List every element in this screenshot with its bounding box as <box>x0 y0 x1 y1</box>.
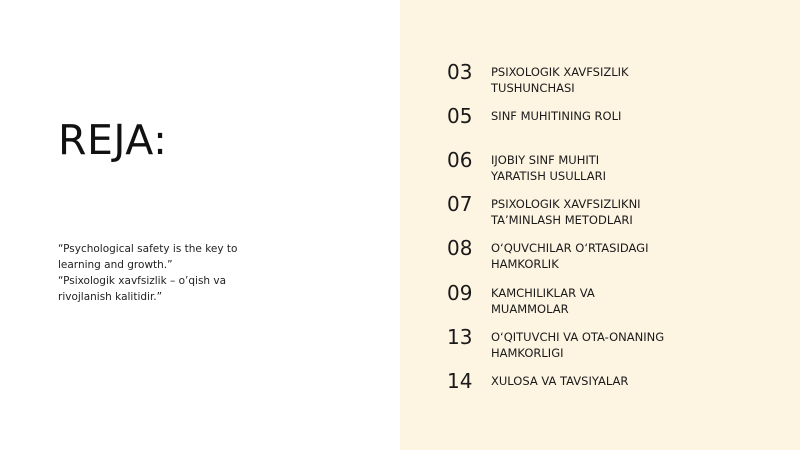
agenda-label <box>491 240 731 272</box>
agenda-page-number: 05 <box>447 104 473 128</box>
agenda-label-line: KAMCHILIKLAR VA <box>491 286 595 300</box>
agenda-label-line: SINF MUHITINING ROLI <box>491 109 622 123</box>
agenda-label <box>491 196 731 228</box>
agenda-label <box>491 152 731 184</box>
agenda-item <box>447 283 747 323</box>
agenda-item <box>447 150 747 190</box>
agenda-label <box>491 285 731 317</box>
quote-english: “Psychological safety is the key to learning and growth.” <box>58 243 238 271</box>
slide-title: REJA: <box>58 116 168 164</box>
agenda-label-line: HAMKORLIGI <box>491 346 564 360</box>
agenda-page-number: 03 <box>447 60 473 84</box>
agenda-page-number: 13 <box>447 325 473 349</box>
agenda-label <box>491 108 731 124</box>
agenda-page-number: 14 <box>447 369 473 393</box>
agenda-page-number: 08 <box>447 236 473 260</box>
agenda-label-line: TUSHUNCHASI <box>491 81 575 95</box>
agenda-label-line: O‘QITUVCHI VA OTA-ONANING <box>491 330 665 344</box>
agenda-label-line: MUAMMOLAR <box>491 302 569 316</box>
agenda-label-line: TA’MINLASH METODLARI <box>491 213 633 227</box>
agenda-label <box>491 64 731 96</box>
agenda-label <box>491 329 731 361</box>
quote-block <box>58 241 268 305</box>
agenda-label-line: YARATISH USULLARI <box>491 169 606 183</box>
agenda-label-line: IJOBIY SINF MUHITI <box>491 153 600 167</box>
agenda-label-line: PSIXOLOGIK XAVFSIZLIKNI <box>491 197 641 211</box>
agenda-item <box>447 371 747 411</box>
agenda-label-line: PSIXOLOGIK XAVFSIZLIK <box>491 65 629 79</box>
agenda-item <box>447 327 747 367</box>
agenda-page-number: 06 <box>447 148 473 172</box>
agenda-item <box>447 194 747 234</box>
agenda-page-number: 09 <box>447 281 473 305</box>
agenda-label-line: HAMKORLIK <box>491 257 559 271</box>
agenda-item <box>447 238 747 278</box>
agenda-page-number: 07 <box>447 192 473 216</box>
agenda-item <box>447 106 747 146</box>
agenda-label-line: O‘QUVCHILAR O‘RTASIDAGI <box>491 241 649 255</box>
agenda-label-line: XULOSA VA TAVSIYALAR <box>491 374 629 388</box>
quote-uzbek: “Psixologik xavfsizlik – o’qish va rivojlanish kalitidir.” <box>58 275 227 303</box>
agenda-label <box>491 373 731 389</box>
agenda-item <box>447 62 747 102</box>
